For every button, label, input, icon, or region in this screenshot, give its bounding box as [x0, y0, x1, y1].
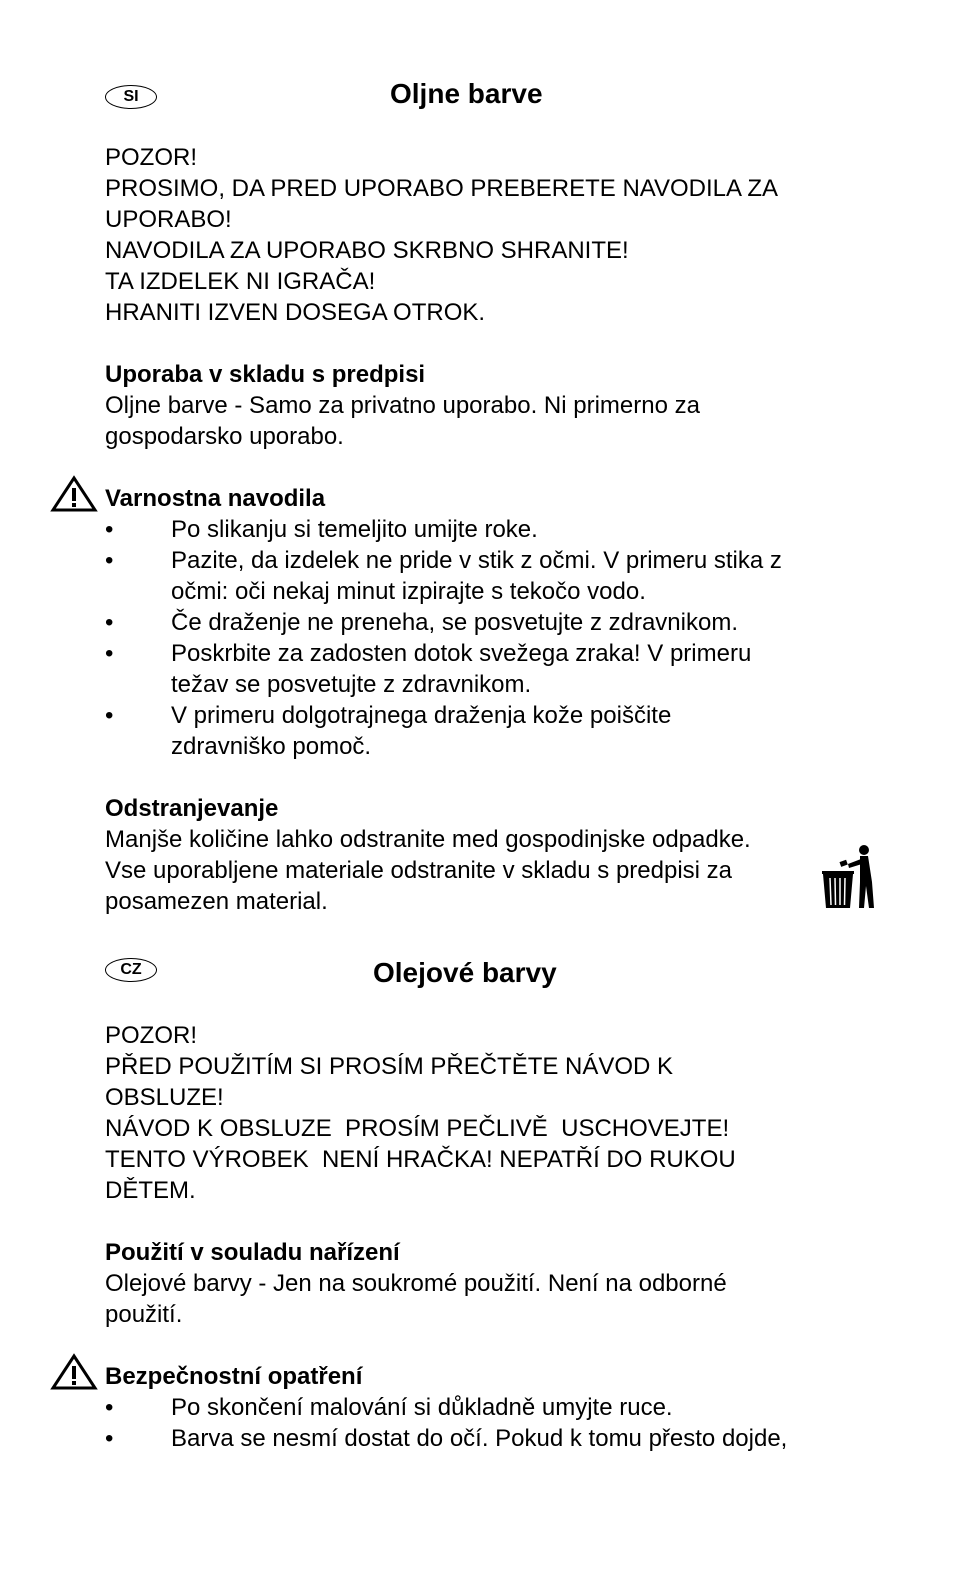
bullet: • — [105, 1425, 114, 1452]
bullet: • — [105, 1394, 114, 1421]
safety-item: Po slikanju si temeljito umijte roke. — [171, 516, 538, 543]
bullet: • — [105, 547, 114, 574]
disposal-line: Vse uporabljene materiale odstranite v skladu s predpisi za — [105, 857, 733, 884]
safety-item: Barva se nesmí dostat do očí. Pokud k tomu přesto dojde, — [171, 1425, 788, 1452]
safety-item: težav se posvetujte z zdravnikom. — [171, 671, 532, 698]
section-title-si: Oljne barve — [390, 78, 543, 109]
safety-item: Po skončení malování si důkladně umyjte ruce. — [171, 1394, 673, 1421]
lang-badge-cz: CZ — [105, 958, 157, 982]
disposal-heading-si: Odstranjevanje — [105, 795, 279, 822]
safety-heading-cz: Bezpečnostní opatření — [105, 1363, 363, 1390]
bullet: • — [105, 640, 114, 667]
safety-item: Poskrbite za zadosten dotok svežega zraka! V primeru — [171, 640, 752, 667]
use-heading-cz: Použití v souladu nařízení — [105, 1239, 400, 1266]
warning-line: POZOR! — [105, 1022, 198, 1049]
safety-item: Če draženje ne preneha, se posvetujte z zdravnikom. — [171, 609, 738, 636]
section-title-cz: Olejové barvy — [373, 957, 557, 988]
use-line: Olejové barvy - Jen na soukromé použití. Není na odborné — [105, 1270, 727, 1297]
lang-badge-si: SI — [105, 85, 157, 109]
trash-bin-icon — [820, 842, 876, 910]
safety-item: zdravniško pomoč. — [171, 733, 372, 760]
warning-line: TA IZDELEK NI IGRAČA! — [105, 268, 376, 295]
safety-item: V primeru dolgotrajnega draženja kože poiščite — [171, 702, 672, 729]
bullet: • — [105, 516, 114, 543]
warning-line: DĚTEM. — [105, 1177, 196, 1204]
bullet: • — [105, 609, 114, 636]
warning-line: NÁVOD K OBSLUZE PROSÍM PEČLIVĚ USCHOVEJTE! — [105, 1115, 730, 1142]
warning-line: OBSLUZE! — [105, 1084, 224, 1111]
warning-line: PŘED POUŽITÍM SI PROSÍM PŘEČTĚTE NÁVOD K — [105, 1053, 674, 1080]
use-line: gospodarsko uporabo. — [105, 423, 344, 450]
disposal-line: posamezen material. — [105, 888, 328, 915]
warning-line: NAVODILA ZA UPORABO SKRBNO SHRANITE! — [105, 237, 629, 264]
warning-triangle-icon — [50, 1353, 98, 1391]
safety-item: očmi: oči nekaj minut izpirajte s tekočo vodo. — [171, 578, 646, 605]
warning-line: UPORABO! — [105, 206, 232, 233]
warning-line: PROSIMO, DA PRED UPORABO PREBERETE NAVODILA ZA — [105, 175, 779, 202]
warning-triangle-icon — [50, 475, 98, 513]
warning-line: POZOR! — [105, 144, 198, 171]
safety-heading-si: Varnostna navodila — [105, 485, 326, 512]
warning-line: HRANITI IZVEN DOSEGA OTROK. — [105, 299, 486, 326]
safety-item: Pazite, da izdelek ne pride v stik z očmi. V primeru stika z — [171, 547, 782, 574]
use-line: Oljne barve - Samo za privatno uporabo. Ni primerno za — [105, 392, 700, 419]
use-heading-si: Uporaba v skladu s predpisi — [105, 361, 426, 388]
bullet: • — [105, 702, 114, 729]
warning-line: TENTO VÝROBEK NENÍ HRAČKA! NEPATŘÍ DO RUKOU — [105, 1146, 736, 1173]
disposal-line: Manjše količine lahko odstranite med gospodinjske odpadke. — [105, 826, 751, 853]
use-line: použití. — [105, 1301, 183, 1328]
